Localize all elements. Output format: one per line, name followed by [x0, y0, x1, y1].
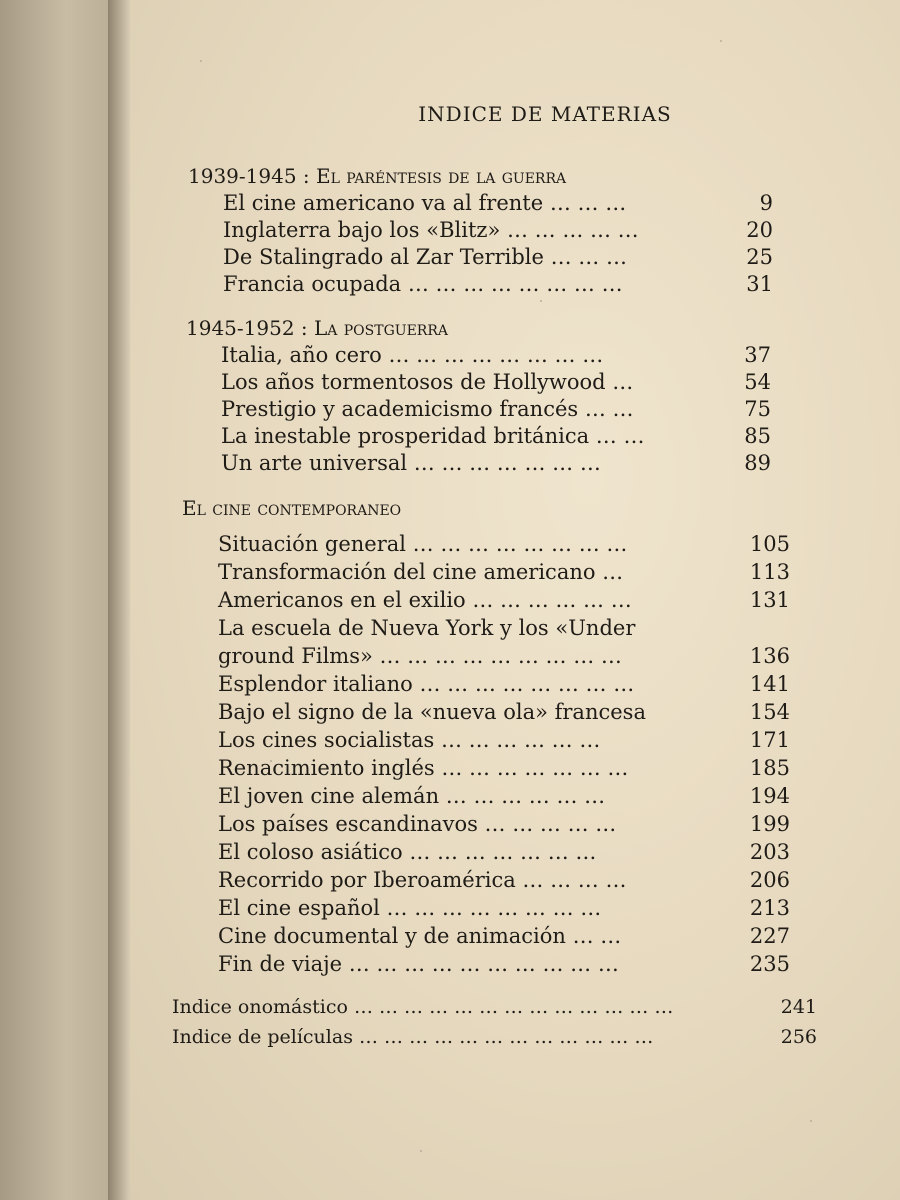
- toc-entry-page: 75: [744, 397, 771, 421]
- toc-entry: [218, 952, 822, 980]
- toc-entry: [218, 616, 822, 644]
- toc-entry-page: 241: [780, 996, 817, 1018]
- toc-entry-title: Fin de viaje … … … … … … … … … …: [218, 952, 619, 976]
- toc-entry-title: Prestigio y academicismo francés … …: [221, 397, 634, 421]
- toc-entry-title: Un arte universal … … … … … … …: [221, 451, 601, 475]
- section-heading: [182, 496, 822, 520]
- toc-entry-title: El joven cine alemán … … … … … …: [218, 784, 606, 808]
- toc-entry: [218, 840, 822, 868]
- toc-entry-page: 85: [744, 424, 771, 448]
- section-heading: [188, 164, 788, 188]
- section-heading-years: 1939-1945 :: [188, 164, 317, 188]
- toc-entry-title: Italia, año cero … … … … … … … …: [221, 343, 604, 367]
- toc-entry-title: Los años tormentosos de Hollywood …: [221, 370, 634, 394]
- toc-entry-page: 9: [759, 191, 773, 215]
- toc-entry: [218, 532, 822, 560]
- toc-entry-title: El cine español … … … … … … … …: [218, 896, 602, 920]
- toc-entry-page: 105: [749, 532, 790, 556]
- toc-entry: [218, 784, 822, 812]
- section-heading-title: La postguerra: [314, 316, 448, 340]
- toc-entry-page: 199: [749, 812, 790, 836]
- toc-entry: [223, 245, 788, 272]
- toc-entry-title: De Stalingrado al Zar Terrible … … …: [223, 245, 627, 269]
- toc-entry-title: Americanos en el exilio … … … … … …: [218, 588, 632, 612]
- toc-entry-title: Los países escandinavos … … … … …: [218, 812, 617, 836]
- toc-entry: [221, 370, 796, 397]
- toc-entry-title: Esplendor italiano … … … … … … … …: [218, 672, 635, 696]
- toc-entry-title: La inestable prosperidad británica … …: [221, 424, 645, 448]
- toc-entry-page: 25: [746, 245, 773, 269]
- toc-entry: [223, 218, 788, 245]
- toc-entry-title: Bajo el signo de la «nueva ola» francesa: [218, 700, 646, 724]
- toc-entry: [218, 672, 822, 700]
- toc-entry: [218, 588, 822, 616]
- toc-entry: [221, 343, 796, 370]
- toc-entry: [223, 191, 788, 218]
- page-title: INDICE DE MATERIAS: [418, 102, 672, 126]
- toc-entry: [223, 272, 788, 299]
- toc-entry-title: Situación general … … … … … … … …: [218, 532, 628, 556]
- toc-entry-page: 136: [749, 644, 790, 668]
- toc-entry-title: Indice de películas … … … … … … … … … … … …: [172, 1026, 654, 1048]
- toc-entry-title: Renacimiento inglés … … … … … … …: [218, 756, 629, 780]
- toc-entry-page: 113: [749, 560, 790, 584]
- toc-entry: [221, 424, 796, 451]
- toc-entry: [218, 560, 822, 588]
- toc-entry-page: 37: [744, 343, 771, 367]
- toc-section-war: [188, 164, 788, 299]
- toc-entry-page: 31: [746, 272, 773, 296]
- toc-entry: [218, 868, 822, 896]
- section-heading: [186, 316, 796, 340]
- toc-back-matter: [172, 996, 822, 1056]
- toc-entry-title: Francia ocupada … … … … … … … …: [223, 272, 623, 296]
- table-of-contents: [120, 0, 900, 1200]
- toc-entry-page: 20: [746, 218, 773, 242]
- toc-entry-title: ground Films» … … … … … … … … …: [218, 644, 622, 668]
- toc-entry-page: 203: [749, 840, 790, 864]
- section-heading-title: El paréntesis de la guerra: [316, 164, 567, 188]
- toc-entry: [218, 644, 822, 672]
- toc-entry-page: 141: [749, 672, 790, 696]
- toc-entry-title: El coloso asiático … … … … … … …: [218, 840, 597, 864]
- toc-entry-page: 171: [749, 728, 790, 752]
- left-facing-page: [0, 0, 120, 1200]
- toc-entry-title: Inglaterra bajo los «Blitz» … … … … …: [223, 218, 639, 242]
- toc-section-postwar: [186, 316, 796, 478]
- toc-entry-page: 185: [749, 756, 790, 780]
- section-heading-title: El cine contemporaneo: [182, 496, 402, 520]
- toc-entry-page: 154: [749, 700, 790, 724]
- toc-entry-title: Cine documental y de animación … …: [218, 924, 622, 948]
- toc-entry: [218, 756, 822, 784]
- toc-entry: [218, 812, 822, 840]
- toc-entry: [218, 896, 822, 924]
- toc-entry: [221, 451, 796, 478]
- toc-entry-page: 227: [749, 924, 790, 948]
- toc-entry-title: La escuela de Nueva York y los «Under: [218, 616, 636, 640]
- toc-entry: [218, 924, 822, 952]
- toc-entry-page: 131: [749, 588, 790, 612]
- toc-entry: [172, 1026, 822, 1056]
- toc-section-contemporary: [182, 496, 822, 980]
- toc-entry: [172, 996, 822, 1026]
- toc-entry-page: 235: [749, 952, 790, 976]
- toc-entry: [218, 728, 822, 756]
- toc-entry-page: 206: [749, 868, 790, 892]
- toc-entry-page: 194: [749, 784, 790, 808]
- toc-entry-page: 213: [749, 896, 790, 920]
- toc-entry-title: Recorrido por Iberoamérica … … … …: [218, 868, 627, 892]
- toc-entry-page: 256: [780, 1026, 817, 1048]
- section-heading-years: 1945-1952 :: [186, 316, 315, 340]
- toc-entry: [218, 700, 822, 728]
- toc-entry-page: 89: [744, 451, 771, 475]
- toc-entry-page: 54: [744, 370, 771, 394]
- toc-entry-title: Transformación del cine americano …: [218, 560, 624, 584]
- toc-entry-title: El cine americano va al frente … … …: [223, 191, 627, 215]
- toc-entry-title: Los cines socialistas … … … … … …: [218, 728, 601, 752]
- toc-entry-title: Indice onomástico … … … … … … … … … … … … …: [172, 996, 674, 1018]
- toc-entry: [221, 397, 796, 424]
